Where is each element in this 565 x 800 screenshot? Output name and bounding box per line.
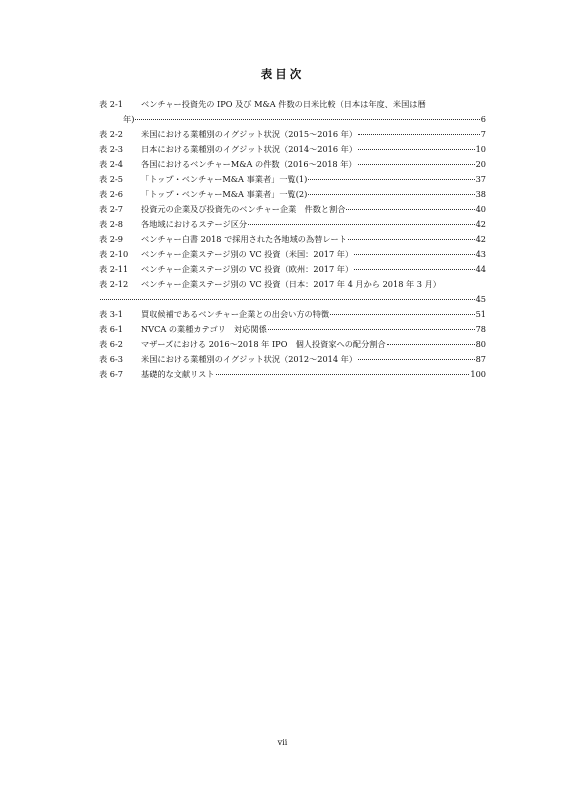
toc-entry[interactable] — [99, 142, 486, 157]
toc-entry-label: 表 2-1 — [99, 99, 123, 109]
toc-entry-title: NVCA の業種カテゴリ 対応関係 — [141, 324, 267, 334]
toc-entry-title: 買収候補であるベンチャー企業との出会い方の特徴 — [141, 309, 330, 319]
toc-entry[interactable] — [99, 262, 486, 277]
toc-entry[interactable] — [99, 172, 486, 187]
toc-entry-page: 44 — [475, 264, 486, 274]
toc-entry-label: 表 6-1 — [99, 324, 123, 334]
table-of-tables — [99, 97, 486, 382]
toc-entry-page: 37 — [475, 174, 486, 184]
dot-leader — [358, 359, 475, 360]
toc-entry-label: 表 2-12 — [99, 279, 129, 289]
toc-entry[interactable] — [99, 367, 486, 382]
toc-entry-title: 米国における業種別のイグジット状況（2012〜2014 年） — [141, 354, 358, 364]
toc-entry-page: 20 — [475, 159, 486, 169]
toc-entry-page: 45 — [475, 294, 486, 304]
toc-entry[interactable] — [99, 307, 486, 322]
toc-entry-page: 42 — [475, 219, 486, 229]
dot-leader — [100, 299, 475, 300]
toc-entry[interactable] — [99, 277, 486, 292]
toc-entry-page: 6 — [480, 114, 486, 124]
toc-entry-label: 表 2-6 — [99, 189, 123, 199]
dot-leader — [354, 269, 474, 270]
toc-entry-label: 表 2-9 — [99, 234, 123, 244]
dot-leader — [354, 254, 474, 255]
toc-entry-label: 表 2-5 — [99, 174, 123, 184]
page-number: vii — [277, 738, 288, 747]
dot-leader — [308, 194, 474, 195]
toc-entry-page: 7 — [480, 129, 486, 139]
toc-entry-page: 42 — [475, 234, 486, 244]
toc-entry-title: ベンチャー企業ステージ別の VC 投資（日本：2017 年 4 月から 2018 年 3 月） — [141, 279, 441, 289]
toc-entry-label: 表 6-2 — [99, 339, 123, 349]
toc-entry[interactable] — [99, 217, 486, 232]
toc-entry-page: 10 — [475, 144, 486, 154]
toc-entry-title: ベンチャー白書 2018 で採用された各地域の為替レート — [141, 234, 347, 244]
toc-entry-title: ベンチャー企業ステージ別の VC 投資（米国：2017 年） — [141, 249, 354, 259]
toc-entry-page: 43 — [475, 249, 486, 259]
toc-entry-page: 80 — [475, 339, 486, 349]
toc-entry-label: 表 2-4 — [99, 159, 123, 169]
toc-entry-label: 表 3-1 — [99, 309, 123, 319]
toc-entry-title: 投資元の企業及び投資先のベンチャー企業 件数と割合 — [141, 204, 346, 214]
toc-entry-label: 表 6-7 — [99, 369, 123, 379]
toc-entry-page: 78 — [475, 324, 486, 334]
toc-entry[interactable] — [99, 232, 486, 247]
dot-leader — [216, 374, 470, 375]
toc-entry-title: ベンチャー投資先の IPO 及び M&A 件数の日米比較（日本は年度、米国は暦 — [141, 99, 426, 109]
toc-entry-page: 100 — [470, 369, 486, 379]
toc-entry-page: 40 — [475, 204, 486, 214]
toc-entry[interactable] — [99, 187, 486, 202]
dot-leader — [330, 314, 475, 315]
dot-leader — [358, 149, 475, 150]
toc-entry[interactable] — [99, 157, 486, 172]
toc-entry-title-continuation: 年) — [123, 114, 135, 124]
toc-entry-label: 表 2-10 — [99, 249, 129, 259]
dot-leader — [346, 209, 474, 210]
toc-entry-continuation — [99, 292, 486, 307]
toc-entry[interactable] — [99, 127, 486, 142]
dot-leader — [348, 239, 475, 240]
toc-entry-label: 表 6-3 — [99, 354, 123, 364]
toc-entry-title: 基礎的な文献リスト — [141, 369, 215, 379]
toc-entry-label: 表 2-8 — [99, 219, 123, 229]
toc-entry-page: 38 — [475, 189, 486, 199]
toc-entry[interactable] — [99, 97, 486, 112]
toc-entry-title: 日本における業種別のイグジット状況（2014〜2016 年） — [141, 144, 358, 154]
toc-entry-page: 87 — [475, 354, 486, 364]
toc-entry-title: 「トップ・ベンチャーM&A 事業者」一覧(2) — [141, 189, 308, 199]
dot-leader — [387, 344, 475, 345]
toc-entry[interactable] — [99, 352, 486, 367]
toc-entry-title: 「トップ・ベンチャーM&A 事業者」一覧(1) — [141, 174, 308, 184]
dot-leader — [358, 134, 480, 135]
toc-entry-label: 表 2-3 — [99, 144, 123, 154]
toc-entry-title: 米国における業種別のイグジット状況（2015〜2016 年） — [141, 129, 358, 139]
toc-entry-title: ベンチャー企業ステージ別の VC 投資（欧州：2017 年） — [141, 264, 354, 274]
toc-entry-title: 各国におけるベンチャーM&A の件数（2016〜2018 年） — [141, 159, 357, 169]
toc-entry-label: 表 2-11 — [99, 264, 129, 274]
toc-entry[interactable] — [99, 202, 486, 217]
toc-entry-title: マザーズにおける 2016〜2018 年 IPO 個人投資家への配分割合 — [141, 339, 386, 349]
toc-entry[interactable] — [99, 337, 486, 352]
toc-entry-label: 表 2-2 — [99, 129, 123, 139]
toc-entry-label: 表 2-7 — [99, 204, 123, 214]
toc-entry-continuation — [99, 112, 486, 127]
page-title: 表目次 — [260, 67, 305, 81]
dot-leader — [135, 119, 479, 120]
toc-entry-page: 51 — [475, 309, 486, 319]
dot-leader — [358, 164, 475, 165]
dot-leader — [248, 224, 474, 225]
dot-leader — [308, 179, 474, 180]
toc-entry[interactable] — [99, 247, 486, 262]
toc-entry[interactable] — [99, 322, 486, 337]
toc-entry-title: 各地域におけるステージ区分 — [141, 219, 248, 229]
dot-leader — [268, 329, 475, 330]
